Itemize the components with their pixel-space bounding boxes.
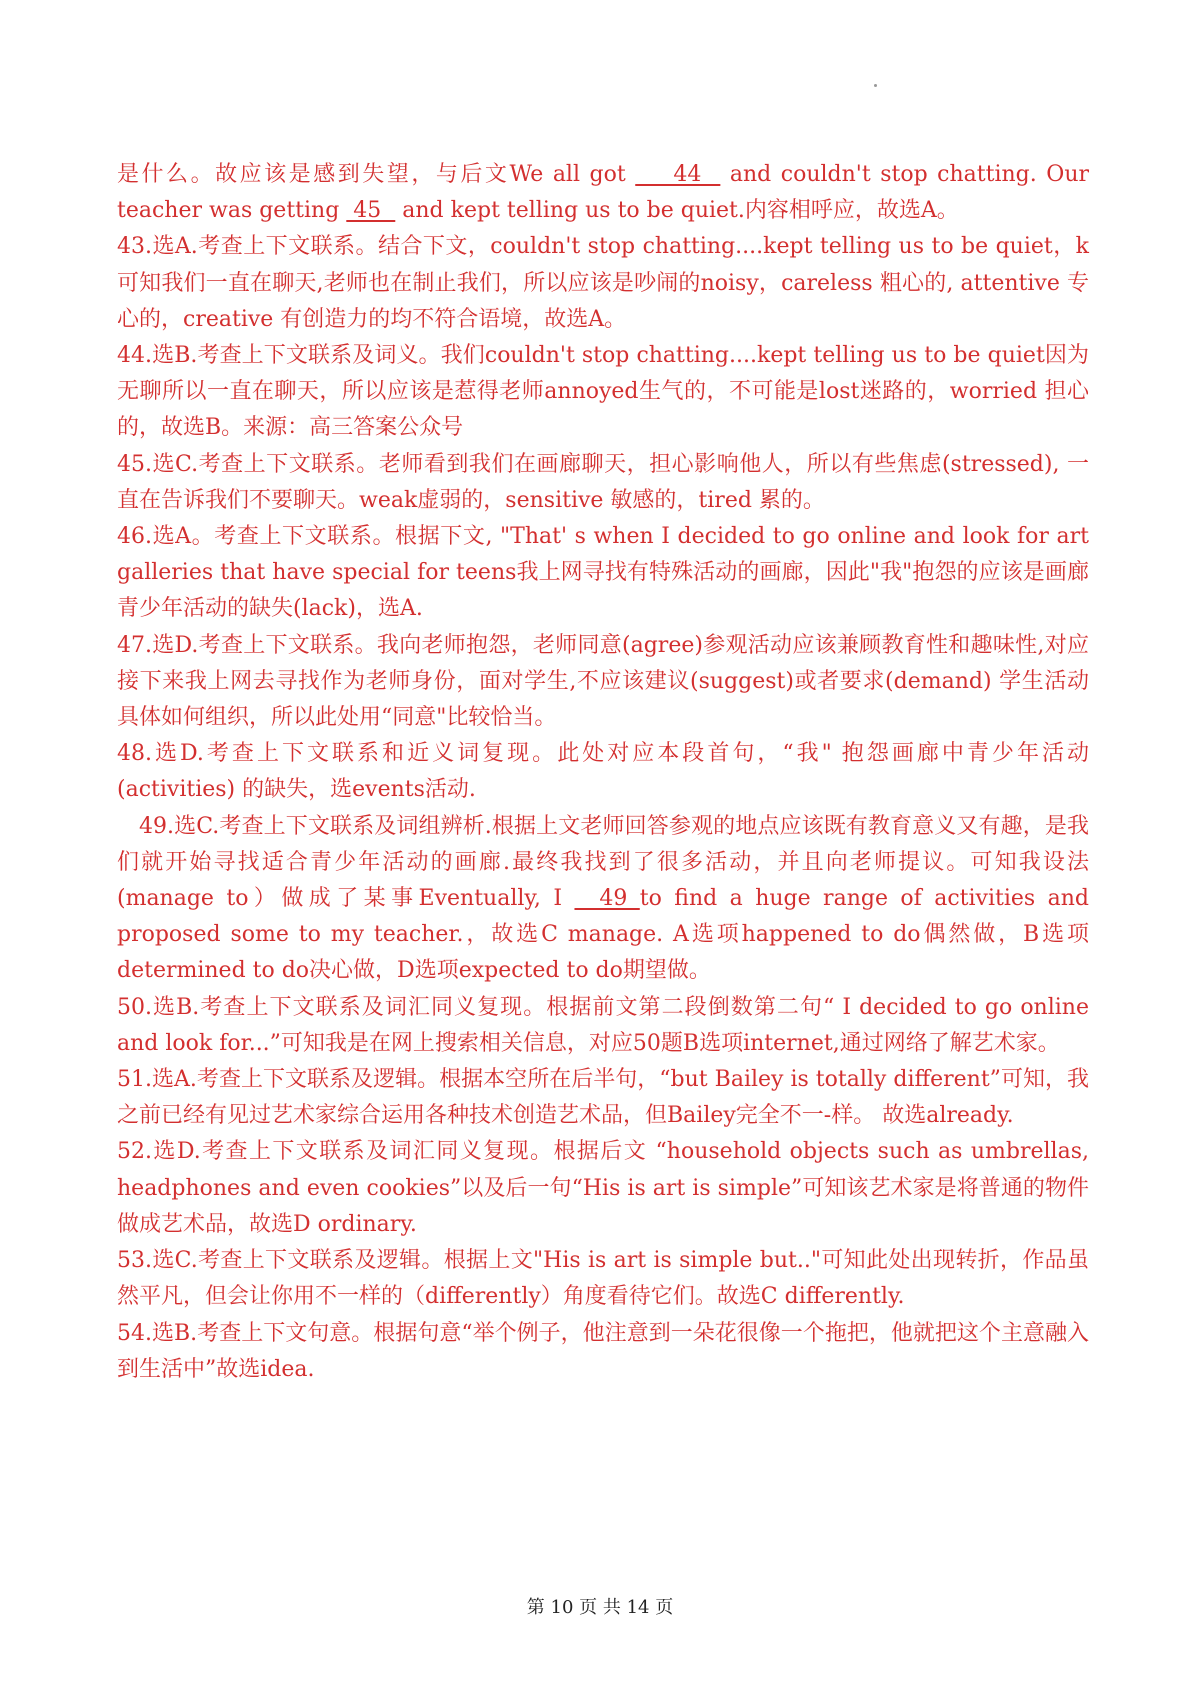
explanation-paragraph xyxy=(117,628,1089,737)
text-run: 是什么。故应该是感到失望，与后文We all got xyxy=(117,162,636,187)
text-run: 45.选C.考查上下文联系。老师看到我们在画廊聊天，担心影响他人，所以有些焦虑(stressed), 一直在告诉我们不要聊天。weak虚弱的，sensitive 敏感的，tired 累的。 xyxy=(117,451,1089,513)
text-run: and kept telling us to be quiet.内容相呼应，故选A。 xyxy=(395,198,959,224)
answer-explanations xyxy=(117,157,1089,1388)
blank-number: 45 xyxy=(346,198,396,224)
text-run: 54.选B.考查上下文句意。根据句意“举个例子，他注意到一朵花很像一个拖把，他就把这个主意融入到生活中”故选idea. xyxy=(117,1320,1089,1382)
explanation-paragraph xyxy=(117,338,1089,447)
blank-number: 49 xyxy=(574,886,640,912)
explanation-paragraph xyxy=(117,1134,1089,1243)
explanation-paragraph xyxy=(117,1243,1089,1315)
header-dot xyxy=(874,84,877,87)
explanation-paragraph xyxy=(117,1062,1089,1134)
text-run: 44.选B.考查上下文联系及词义。我们couldn't stop chatting....kept telling us to be quiet因为无聊所以一直在聊天，所以应该是惹得老师annoyed生气的，不可能是lost迷路的，worried 担心的，故选B。来源：高三答案公众号 xyxy=(117,343,1089,441)
page-footer: 第 10 页 共 14 页 xyxy=(526,1597,674,1618)
explanation-paragraph xyxy=(117,736,1089,808)
text-run: 47.选D.考查上下文联系。我向老师抱怨，老师同意(agree)参观活动应该兼顾教育性和趣味性,对应接下来我上网去寻找作为老师身份，面对学生,不应该建议(suggest)或者要求(demand) 学生活动具体如何组织，所以此处用“同意"比较恰当。 xyxy=(117,632,1089,731)
text-run: to find a huge range of activities and proposed some to my teacher.，故选C manage. A选项happened to do偶然做，B选项determined to do决心做，D选项expected to do期望做。 xyxy=(117,886,1089,984)
explanation-paragraph xyxy=(117,229,1089,338)
explanation-paragraph xyxy=(117,447,1089,519)
text-run: 53.选C.考查上下文联系及逻辑。根据上文"His is art is simple but.."可知此处出现转折，作品虽然平凡，但会让你用不一样的（differently）角度看待它们。故选C differently. xyxy=(117,1248,1089,1310)
explanation-paragraph xyxy=(117,1316,1089,1388)
explanation-paragraph xyxy=(117,809,1089,990)
text-run: 49.选C.考查上下文联系及词组辨析.根据上文老师回答参观的地点应该既有教育意义又有趣，是我们就开始寻找适合青少年活动的画廊.最终我找到了很多活动，并且向老师提议。可知我设法(manage to）做成了某事Eventually, I xyxy=(117,813,1089,912)
explanation-paragraph xyxy=(117,519,1089,628)
text-run: 50.选B.考查上下文联系及词汇同义复现。根据前文第二段倒数第二句“ I decided to go online and look for...”可知我是在网上搜索相关信息，对应50题B选项internet,通过网络了解艺术家。 xyxy=(117,994,1089,1056)
text-run: 51.选A.考查上下文联系及逻辑。根据本空所在后半句，“but Bailey is totally different”可知，我之前已经有见过艺术家综合运用各种技术创造艺术品，但Bailey完全不一-样。 故选already. xyxy=(117,1067,1089,1129)
text-run: 52.选D.考查上下文联系及词汇同义复现。根据后文 “household objects such as umbrellas, headphones and even cookies”以及后一句“His is art is simple”可知该艺术家是将普通的物件做成艺术品，故选D ordinary. xyxy=(117,1139,1089,1237)
text-run: 46.选A。考查上下文联系。根据下文, "That' s when I decided to go online and look for art galleries that have special for teens我上网寻找有特殊活动的画廊，因此"我"抱怨的应该是画廊青少年活动的缺失(lack)，选A. xyxy=(117,524,1089,622)
blank-number: 44 xyxy=(635,162,721,187)
text-run: 43.选A.考查上下文联系。结合下文，couldn't stop chatting....kept telling us to be quiet，k可知我们一直在聊天,老师也在制止我们，所以应该是吵闹的noisy，careless 粗心的, attentive 专心的，creative 有创造力的均不符合语境，故选A。 xyxy=(117,234,1089,332)
text-run: and couldn't stop chatting. Our teacher was getting xyxy=(117,162,1089,224)
text-run: 48.选D.考查上下文联系和近义词复现。此处对应本段首句，“我" 抱怨画廊中青少年活动(activities) 的缺失，选events活动. xyxy=(117,741,1089,803)
explanation-paragraph xyxy=(117,990,1089,1062)
explanation-paragraph xyxy=(117,157,1089,229)
